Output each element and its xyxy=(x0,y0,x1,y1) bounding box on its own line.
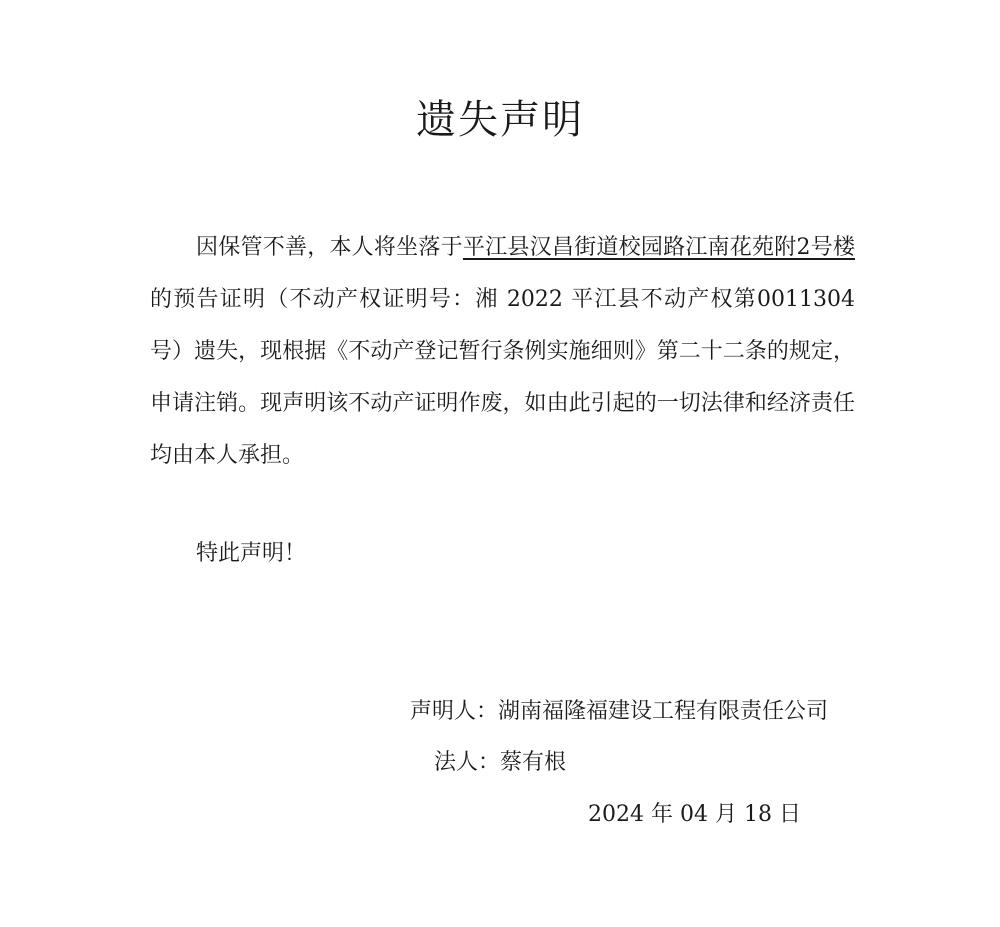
declaration-paragraph xyxy=(150,222,855,482)
paragraph-text-part2: 的预告证明（不动产权证明号：湘 2022 平江县不动产权第0011304 号）遗失，现根据《不动产登记暂行条例实施细则》第二十二条的规定，申请注销。现声明该不动产证明作废，如由此引起的一切法律和经济责任均由本人承担。 xyxy=(150,287,855,468)
declarant-line: 声明人：湖南福隆福建设工程有限责任公司 xyxy=(410,699,829,724)
legal-person-line: 法人：蔡有根 xyxy=(434,750,567,775)
closing-statement: 特此声明！ xyxy=(196,541,307,566)
property-address: 平江县汉昌街道校园路江南花苑附2号楼 xyxy=(462,235,855,260)
document-title: 遗失声明 xyxy=(416,97,584,143)
declaration-date: 2024 年 04 月 18 日 xyxy=(588,802,801,827)
paragraph-text-part1: 因保管不善，本人将坐落于 xyxy=(196,235,463,260)
